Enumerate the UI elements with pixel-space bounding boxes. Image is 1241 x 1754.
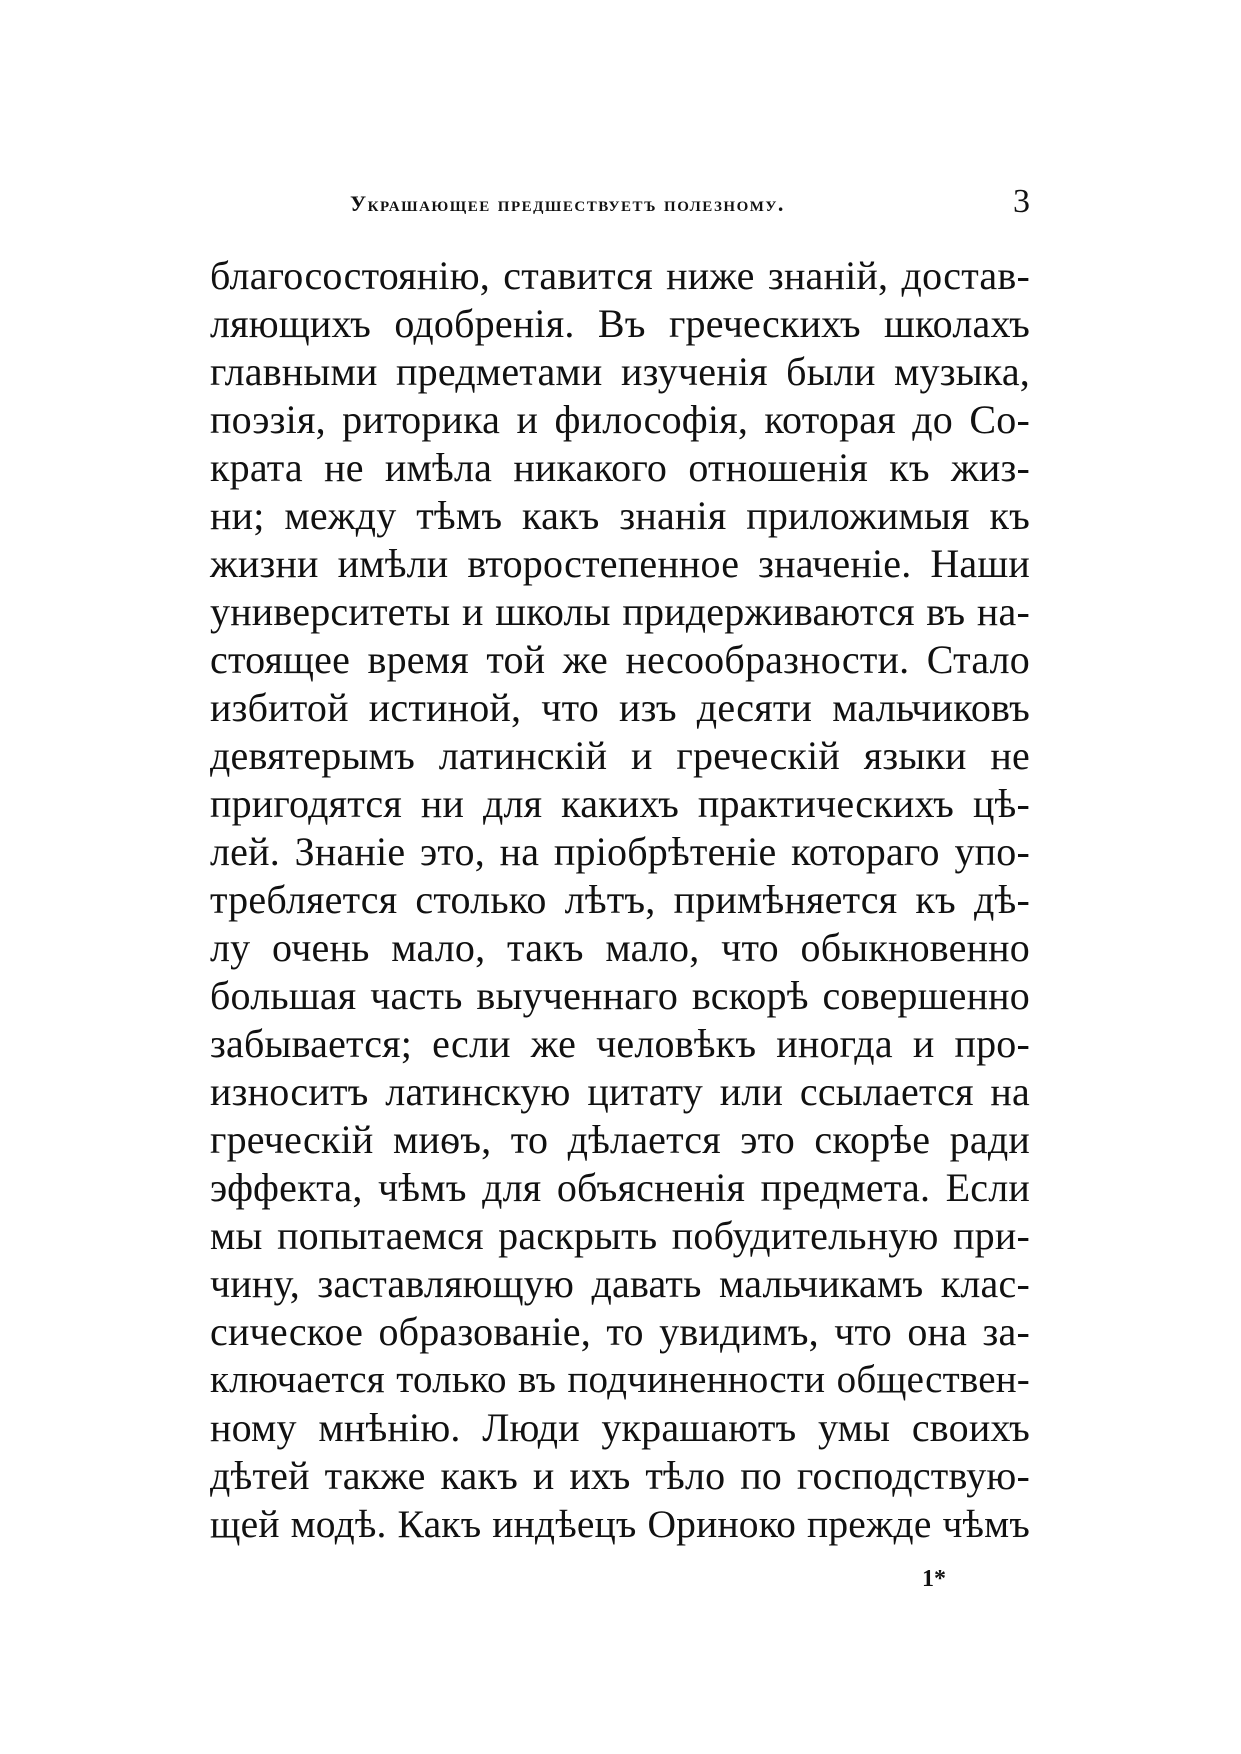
text-line: мы попытаемся раскрыть побудительную при- — [210, 1213, 1030, 1258]
text-line: крата не имѣла никакого отношенія къ жиз- — [210, 445, 1030, 490]
text-line: благосостоянію, ставится ниже знаній, достав- — [210, 253, 1030, 298]
text-line: эффекта, чѣмъ для объясненія предмета. Если — [210, 1165, 1030, 1210]
text-line: ключается только въ подчиненности обществен- — [210, 1358, 1030, 1401]
text-line: греческій миѳъ, то дѣлается это скорѣе ради — [210, 1117, 1030, 1162]
text-line: стоящее время той же несообразности. Стало — [210, 637, 1030, 682]
text-line: сическое образованіе, то увидимъ, что она за- — [210, 1309, 1030, 1354]
text-line: требляется столько лѣтъ, примѣняется къ дѣ- — [210, 877, 1030, 922]
text-line: ни; между тѣмъ какъ знанія приложимыя къ — [210, 493, 1030, 538]
text-line: жизни имѣли второстепенное значеніе. Наши — [210, 541, 1030, 586]
text-line: износитъ латинскую цитату или ссылается на — [210, 1069, 1030, 1114]
text-line: поэзія, риторика и философія, которая до Со- — [210, 397, 1030, 442]
text-line: чину, заставляющую давать мальчикамъ клас- — [210, 1261, 1030, 1306]
text-line: лу очень мало, такъ мало, что обыкновенно — [210, 925, 1030, 970]
text-line: забывается; если же человѣкъ иногда и про- — [210, 1021, 1030, 1066]
text-line: ляющихъ одобренія. Въ греческихъ школахъ — [210, 301, 1030, 346]
page-number: 3 — [1013, 183, 1030, 220]
signature-mark: 1* — [922, 1566, 946, 1592]
text-line: щей модѣ. Какъ индѣецъ Ориноко прежде чѣмъ — [210, 1502, 1030, 1546]
text-line: пригодятся ни для какихъ практическихъ цѣ- — [210, 781, 1030, 826]
text-line: большая часть выученнаго вскорѣ совершенно — [210, 973, 1030, 1018]
text-line: дѣтей также какъ и ихъ тѣло по господствую- — [210, 1453, 1030, 1498]
text-line: университеты и школы придерживаются въ на- — [210, 589, 1030, 634]
text-line: лей. Знаніе это, на пріобрѣтеніе котораго упо- — [210, 829, 1030, 874]
running-header-title: Украшающее предшествуетъ полезному. — [350, 191, 785, 216]
running-header — [210, 183, 1030, 223]
text-line: ному мнѣнію. Люди украшаютъ умы своихъ — [210, 1405, 1030, 1450]
text-line: главными предметами изученія были музыка, — [210, 349, 1030, 394]
text-line: девятерымъ латинскій и греческій языки не — [210, 733, 1030, 778]
body-text — [210, 252, 1030, 1548]
text-line: избитой истиной, что изъ десяти мальчиковъ — [210, 685, 1030, 730]
